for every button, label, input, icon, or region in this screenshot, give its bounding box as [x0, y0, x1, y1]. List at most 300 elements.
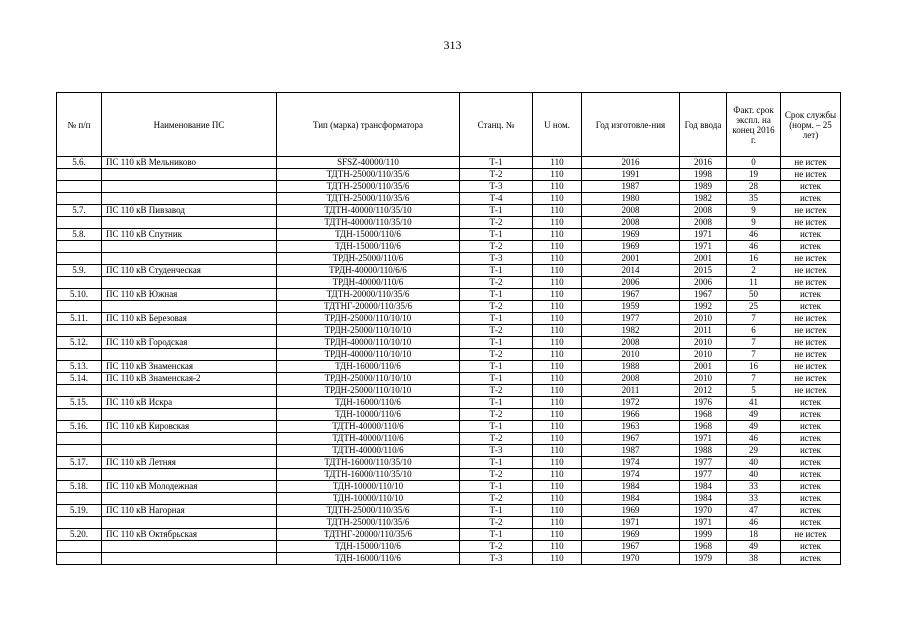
cell-number [57, 181, 102, 193]
table-row [57, 289, 841, 301]
cell-station-number: Т-1 [460, 421, 533, 433]
cell-transformer-type: ТДН-15000/110/6 [277, 541, 460, 553]
cell-number: 5.13. [57, 361, 102, 373]
cell-substation-name [102, 181, 277, 193]
cell-actual-service-term: 6 [727, 325, 781, 337]
cell-rated-voltage: 110 [533, 157, 582, 169]
cell-rated-voltage: 110 [533, 385, 582, 397]
cell-rated-voltage: 110 [533, 325, 582, 337]
cell-rated-voltage: 110 [533, 553, 582, 565]
cell-commission-year: 1977 [680, 457, 727, 469]
cell-transformer-type: ТРДН-25000/110/10/10 [277, 385, 460, 397]
cell-actual-service-term: 33 [727, 481, 781, 493]
cell-commission-year: 1976 [680, 397, 727, 409]
cell-service-life: истек [781, 457, 841, 469]
header-number: № п/п [57, 93, 102, 157]
cell-rated-voltage: 110 [533, 217, 582, 229]
cell-manufacture-year: 1963 [582, 421, 680, 433]
cell-manufacture-year: 2008 [582, 337, 680, 349]
table-row [57, 241, 841, 253]
header-rated-voltage: U ном. [533, 93, 582, 157]
cell-rated-voltage: 110 [533, 337, 582, 349]
cell-substation-name: ПС 110 кВ Летняя [102, 457, 277, 469]
cell-number: 5.7. [57, 205, 102, 217]
cell-service-life: не истек [781, 385, 841, 397]
cell-station-number: Т-1 [460, 157, 533, 169]
cell-station-number: Т-3 [460, 253, 533, 265]
cell-number: 5.6. [57, 157, 102, 169]
cell-service-life: не истек [781, 253, 841, 265]
cell-number [57, 469, 102, 481]
cell-manufacture-year: 1974 [582, 457, 680, 469]
cell-station-number: Т-2 [460, 241, 533, 253]
cell-station-number: Т-2 [460, 433, 533, 445]
cell-manufacture-year: 1980 [582, 193, 680, 205]
table-row [57, 325, 841, 337]
cell-manufacture-year: 1969 [582, 229, 680, 241]
table-row [57, 421, 841, 433]
cell-station-number: Т-4 [460, 193, 533, 205]
cell-actual-service-term: 35 [727, 193, 781, 205]
cell-transformer-type: ТДТН-25000/110/35/6 [277, 517, 460, 529]
cell-station-number: Т-1 [460, 265, 533, 277]
header-transformer-type: Тип (марка) трансформатора [277, 93, 460, 157]
cell-rated-voltage: 110 [533, 169, 582, 181]
header-commission-year: Год ввода [680, 93, 727, 157]
cell-manufacture-year: 1987 [582, 181, 680, 193]
table-row [57, 253, 841, 265]
cell-rated-voltage: 110 [533, 517, 582, 529]
cell-transformer-type: ТДТН-40000/110/35/10 [277, 205, 460, 217]
cell-station-number: Т-1 [460, 361, 533, 373]
cell-service-life: не истек [781, 361, 841, 373]
cell-substation-name [102, 277, 277, 289]
cell-actual-service-term: 50 [727, 289, 781, 301]
cell-commission-year: 2006 [680, 277, 727, 289]
cell-manufacture-year: 1969 [582, 529, 680, 541]
cell-actual-service-term: 18 [727, 529, 781, 541]
cell-service-life: не истек [781, 325, 841, 337]
cell-number: 5.16. [57, 421, 102, 433]
cell-station-number: Т-2 [460, 541, 533, 553]
cell-transformer-type: ТРДН-40000/110/6 [277, 277, 460, 289]
table-row [57, 553, 841, 565]
cell-number [57, 517, 102, 529]
cell-number: 5.15. [57, 397, 102, 409]
cell-substation-name: ПС 110 кВ Мельниково [102, 157, 277, 169]
cell-commission-year: 2010 [680, 349, 727, 361]
cell-actual-service-term: 7 [727, 337, 781, 349]
cell-transformer-type: ТДН-10000/110/6 [277, 409, 460, 421]
cell-substation-name [102, 241, 277, 253]
cell-substation-name: ПС 110 кВ Студенческая [102, 265, 277, 277]
cell-station-number: Т-2 [460, 469, 533, 481]
cell-service-life: истек [781, 433, 841, 445]
table-row [57, 277, 841, 289]
cell-actual-service-term: 25 [727, 301, 781, 313]
cell-actual-service-term: 33 [727, 493, 781, 505]
cell-number [57, 493, 102, 505]
cell-service-life: истек [781, 421, 841, 433]
cell-commission-year: 1988 [680, 445, 727, 457]
cell-number: 5.14. [57, 373, 102, 385]
table-body [57, 157, 841, 565]
cell-station-number: Т-2 [460, 169, 533, 181]
table-row [57, 157, 841, 169]
cell-commission-year: 1984 [680, 493, 727, 505]
cell-substation-name: ПС 110 кВ Знаменская-2 [102, 373, 277, 385]
cell-service-life: не истек [781, 157, 841, 169]
cell-service-life: не истек [781, 529, 841, 541]
cell-number [57, 241, 102, 253]
header-manufacture-year: Год изготовле-ния [582, 93, 680, 157]
cell-station-number: Т-2 [460, 301, 533, 313]
cell-transformer-type: ТДН-10000/110/10 [277, 481, 460, 493]
cell-transformer-type: ТРДН-40000/110/6/6 [277, 265, 460, 277]
cell-actual-service-term: 40 [727, 469, 781, 481]
cell-transformer-type: ТДТНГ-20000/110/35/6 [277, 529, 460, 541]
cell-number [57, 541, 102, 553]
table-row [57, 469, 841, 481]
cell-rated-voltage: 110 [533, 397, 582, 409]
cell-rated-voltage: 110 [533, 301, 582, 313]
cell-commission-year: 2010 [680, 337, 727, 349]
table-row [57, 385, 841, 397]
cell-station-number: Т-1 [460, 229, 533, 241]
cell-service-life: истек [781, 241, 841, 253]
cell-actual-service-term: 40 [727, 457, 781, 469]
table-row [57, 337, 841, 349]
cell-manufacture-year: 2016 [582, 157, 680, 169]
cell-actual-service-term: 19 [727, 169, 781, 181]
cell-number [57, 253, 102, 265]
cell-number [57, 409, 102, 421]
cell-service-life: истек [781, 481, 841, 493]
cell-rated-voltage: 110 [533, 361, 582, 373]
cell-service-life: не истек [781, 265, 841, 277]
cell-manufacture-year: 1982 [582, 325, 680, 337]
cell-service-life: не истек [781, 169, 841, 181]
cell-number [57, 385, 102, 397]
cell-transformer-type: ТДТН-25000/110/35/6 [277, 193, 460, 205]
table-row [57, 517, 841, 529]
table-row [57, 481, 841, 493]
cell-commission-year: 2008 [680, 205, 727, 217]
cell-commission-year: 1970 [680, 505, 727, 517]
cell-commission-year: 2008 [680, 217, 727, 229]
cell-substation-name [102, 445, 277, 457]
cell-manufacture-year: 1967 [582, 433, 680, 445]
cell-rated-voltage: 110 [533, 181, 582, 193]
cell-commission-year: 1967 [680, 289, 727, 301]
cell-transformer-type: ТДТН-16000/110/35/10 [277, 457, 460, 469]
cell-number [57, 325, 102, 337]
cell-substation-name [102, 409, 277, 421]
table-row [57, 361, 841, 373]
cell-number [57, 169, 102, 181]
cell-substation-name: ПС 110 кВ Пивзавод [102, 205, 277, 217]
header-service-life: Срок службы (норм. – 25 лет) [781, 93, 841, 157]
cell-manufacture-year: 1970 [582, 553, 680, 565]
cell-manufacture-year: 1977 [582, 313, 680, 325]
cell-service-life: не истек [781, 373, 841, 385]
cell-number [57, 445, 102, 457]
cell-rated-voltage: 110 [533, 409, 582, 421]
cell-actual-service-term: 9 [727, 205, 781, 217]
cell-substation-name [102, 385, 277, 397]
header-row [57, 93, 841, 157]
cell-service-life: истек [781, 181, 841, 193]
cell-transformer-type: ТРДН-25000/110/6 [277, 253, 460, 265]
cell-substation-name: ПС 110 кВ Южная [102, 289, 277, 301]
cell-station-number: Т-3 [460, 553, 533, 565]
cell-actual-service-term: 28 [727, 181, 781, 193]
cell-commission-year: 1971 [680, 241, 727, 253]
cell-actual-service-term: 7 [727, 373, 781, 385]
cell-rated-voltage: 110 [533, 289, 582, 301]
cell-substation-name: ПС 110 кВ Нагорная [102, 505, 277, 517]
cell-commission-year: 2010 [680, 313, 727, 325]
cell-number: 5.10. [57, 289, 102, 301]
cell-number: 5.12. [57, 337, 102, 349]
cell-transformer-type: ТДТН-40000/110/6 [277, 421, 460, 433]
cell-commission-year: 1971 [680, 517, 727, 529]
cell-manufacture-year: 1988 [582, 361, 680, 373]
cell-rated-voltage: 110 [533, 481, 582, 493]
cell-manufacture-year: 1974 [582, 469, 680, 481]
table-row [57, 541, 841, 553]
cell-manufacture-year: 1987 [582, 445, 680, 457]
cell-substation-name [102, 325, 277, 337]
cell-station-number: Т-2 [460, 217, 533, 229]
cell-actual-service-term: 49 [727, 421, 781, 433]
table-row [57, 313, 841, 325]
cell-manufacture-year: 1969 [582, 505, 680, 517]
cell-substation-name: ПС 110 кВ Молодежная [102, 481, 277, 493]
cell-commission-year: 1971 [680, 433, 727, 445]
cell-station-number: Т-1 [460, 205, 533, 217]
cell-manufacture-year: 1971 [582, 517, 680, 529]
cell-station-number: Т-3 [460, 181, 533, 193]
cell-rated-voltage: 110 [533, 493, 582, 505]
cell-rated-voltage: 110 [533, 349, 582, 361]
cell-substation-name [102, 541, 277, 553]
cell-commission-year: 1968 [680, 541, 727, 553]
cell-transformer-type: ТРДН-40000/110/10/10 [277, 349, 460, 361]
cell-substation-name [102, 253, 277, 265]
cell-substation-name [102, 301, 277, 313]
cell-station-number: Т-2 [460, 385, 533, 397]
cell-commission-year: 1977 [680, 469, 727, 481]
cell-number [57, 277, 102, 289]
table-row [57, 457, 841, 469]
cell-transformer-type: ТДТН-20000/110/35/6 [277, 289, 460, 301]
table-row [57, 493, 841, 505]
cell-rated-voltage: 110 [533, 313, 582, 325]
cell-number: 5.18. [57, 481, 102, 493]
cell-actual-service-term: 9 [727, 217, 781, 229]
table-row [57, 505, 841, 517]
cell-service-life: не истек [781, 277, 841, 289]
cell-actual-service-term: 0 [727, 157, 781, 169]
table-row [57, 229, 841, 241]
cell-rated-voltage: 110 [533, 253, 582, 265]
table-row [57, 217, 841, 229]
cell-commission-year: 2015 [680, 265, 727, 277]
cell-manufacture-year: 1991 [582, 169, 680, 181]
cell-substation-name: ПС 110 кВ Знаменская [102, 361, 277, 373]
cell-actual-service-term: 46 [727, 241, 781, 253]
cell-service-life: истек [781, 193, 841, 205]
cell-manufacture-year: 1966 [582, 409, 680, 421]
cell-transformer-type: ТДТН-40000/110/6 [277, 433, 460, 445]
cell-actual-service-term: 49 [727, 409, 781, 421]
cell-service-life: истек [781, 289, 841, 301]
cell-transformer-type: ТРДН-25000/110/10/10 [277, 373, 460, 385]
cell-actual-service-term: 46 [727, 433, 781, 445]
cell-actual-service-term: 49 [727, 541, 781, 553]
cell-rated-voltage: 110 [533, 505, 582, 517]
cell-manufacture-year: 2006 [582, 277, 680, 289]
cell-substation-name [102, 169, 277, 181]
table-row [57, 205, 841, 217]
cell-substation-name: ПС 110 кВ Городская [102, 337, 277, 349]
table-row [57, 397, 841, 409]
cell-service-life: истек [781, 301, 841, 313]
cell-station-number: Т-1 [460, 397, 533, 409]
cell-substation-name: ПС 110 кВ Кировская [102, 421, 277, 433]
cell-station-number: Т-1 [460, 505, 533, 517]
cell-substation-name [102, 493, 277, 505]
cell-station-number: Т-1 [460, 529, 533, 541]
cell-number [57, 217, 102, 229]
cell-transformer-type: ТДТН-40000/110/35/10 [277, 217, 460, 229]
transformer-table [56, 92, 841, 565]
cell-station-number: Т-2 [460, 349, 533, 361]
cell-commission-year: 2001 [680, 361, 727, 373]
cell-manufacture-year: 2010 [582, 349, 680, 361]
cell-rated-voltage: 110 [533, 457, 582, 469]
cell-commission-year: 1979 [680, 553, 727, 565]
cell-actual-service-term: 46 [727, 517, 781, 529]
cell-substation-name [102, 433, 277, 445]
header-substation-name: Наименование ПС [102, 93, 277, 157]
cell-transformer-type: ТДН-15000/110/6 [277, 241, 460, 253]
cell-service-life: не истек [781, 337, 841, 349]
cell-rated-voltage: 110 [533, 265, 582, 277]
cell-number: 5.8. [57, 229, 102, 241]
cell-manufacture-year: 1967 [582, 541, 680, 553]
cell-substation-name: ПС 110 кВ Октябрьская [102, 529, 277, 541]
cell-rated-voltage: 110 [533, 373, 582, 385]
cell-substation-name: ПС 110 кВ Спутник [102, 229, 277, 241]
cell-commission-year: 2010 [680, 373, 727, 385]
cell-substation-name [102, 349, 277, 361]
cell-service-life: истек [781, 469, 841, 481]
cell-rated-voltage: 110 [533, 241, 582, 253]
table-row [57, 301, 841, 313]
cell-service-life: истек [781, 229, 841, 241]
header-actual-service-term: Факт. срок экспл. на конец 2016 г. [727, 93, 781, 157]
cell-transformer-type: SFSZ-40000/110 [277, 157, 460, 169]
cell-actual-service-term: 46 [727, 229, 781, 241]
cell-service-life: не истек [781, 205, 841, 217]
cell-rated-voltage: 110 [533, 229, 582, 241]
cell-number [57, 433, 102, 445]
cell-station-number: Т-1 [460, 289, 533, 301]
cell-substation-name [102, 193, 277, 205]
cell-commission-year: 1984 [680, 481, 727, 493]
cell-service-life: истек [781, 553, 841, 565]
cell-station-number: Т-1 [460, 337, 533, 349]
cell-actual-service-term: 7 [727, 313, 781, 325]
cell-manufacture-year: 1984 [582, 493, 680, 505]
cell-substation-name [102, 517, 277, 529]
cell-commission-year: 1968 [680, 421, 727, 433]
cell-transformer-type: ТДН-10000/110/10 [277, 493, 460, 505]
cell-commission-year: 1992 [680, 301, 727, 313]
cell-actual-service-term: 41 [727, 397, 781, 409]
cell-number [57, 553, 102, 565]
table-row [57, 373, 841, 385]
cell-actual-service-term: 16 [727, 361, 781, 373]
cell-station-number: Т-3 [460, 445, 533, 457]
cell-rated-voltage: 110 [533, 529, 582, 541]
cell-transformer-type: ТРДН-25000/110/10/10 [277, 313, 460, 325]
page-number: 313 [443, 38, 462, 52]
cell-transformer-type: ТДТН-25000/110/35/6 [277, 505, 460, 517]
table-row [57, 409, 841, 421]
cell-number: 5.17. [57, 457, 102, 469]
table-row [57, 349, 841, 361]
cell-transformer-type: ТДТН-16000/110/35/10 [277, 469, 460, 481]
cell-actual-service-term: 29 [727, 445, 781, 457]
cell-rated-voltage: 110 [533, 421, 582, 433]
cell-station-number: Т-2 [460, 517, 533, 529]
cell-number [57, 349, 102, 361]
table-row [57, 445, 841, 457]
cell-transformer-type: ТДТН-25000/110/35/6 [277, 169, 460, 181]
cell-service-life: истек [781, 409, 841, 421]
cell-station-number: Т-2 [460, 493, 533, 505]
table-row [57, 265, 841, 277]
cell-manufacture-year: 1972 [582, 397, 680, 409]
cell-service-life: не истек [781, 217, 841, 229]
cell-number [57, 193, 102, 205]
cell-rated-voltage: 110 [533, 205, 582, 217]
cell-actual-service-term: 38 [727, 553, 781, 565]
cell-station-number: Т-2 [460, 409, 533, 421]
cell-commission-year: 2001 [680, 253, 727, 265]
cell-actual-service-term: 16 [727, 253, 781, 265]
cell-station-number: Т-1 [460, 457, 533, 469]
cell-substation-name [102, 217, 277, 229]
cell-commission-year: 1982 [680, 193, 727, 205]
cell-service-life: истек [781, 397, 841, 409]
cell-number: 5.20. [57, 529, 102, 541]
cell-service-life: истек [781, 493, 841, 505]
cell-commission-year: 2011 [680, 325, 727, 337]
header-station-number: Станц. № [460, 93, 533, 157]
cell-commission-year: 1989 [680, 181, 727, 193]
cell-number [57, 301, 102, 313]
cell-transformer-type: ТДН-16000/110/6 [277, 397, 460, 409]
cell-service-life: истек [781, 445, 841, 457]
cell-substation-name: ПС 110 кВ Березовая [102, 313, 277, 325]
cell-commission-year: 2016 [680, 157, 727, 169]
cell-service-life: истек [781, 517, 841, 529]
cell-station-number: Т-2 [460, 325, 533, 337]
